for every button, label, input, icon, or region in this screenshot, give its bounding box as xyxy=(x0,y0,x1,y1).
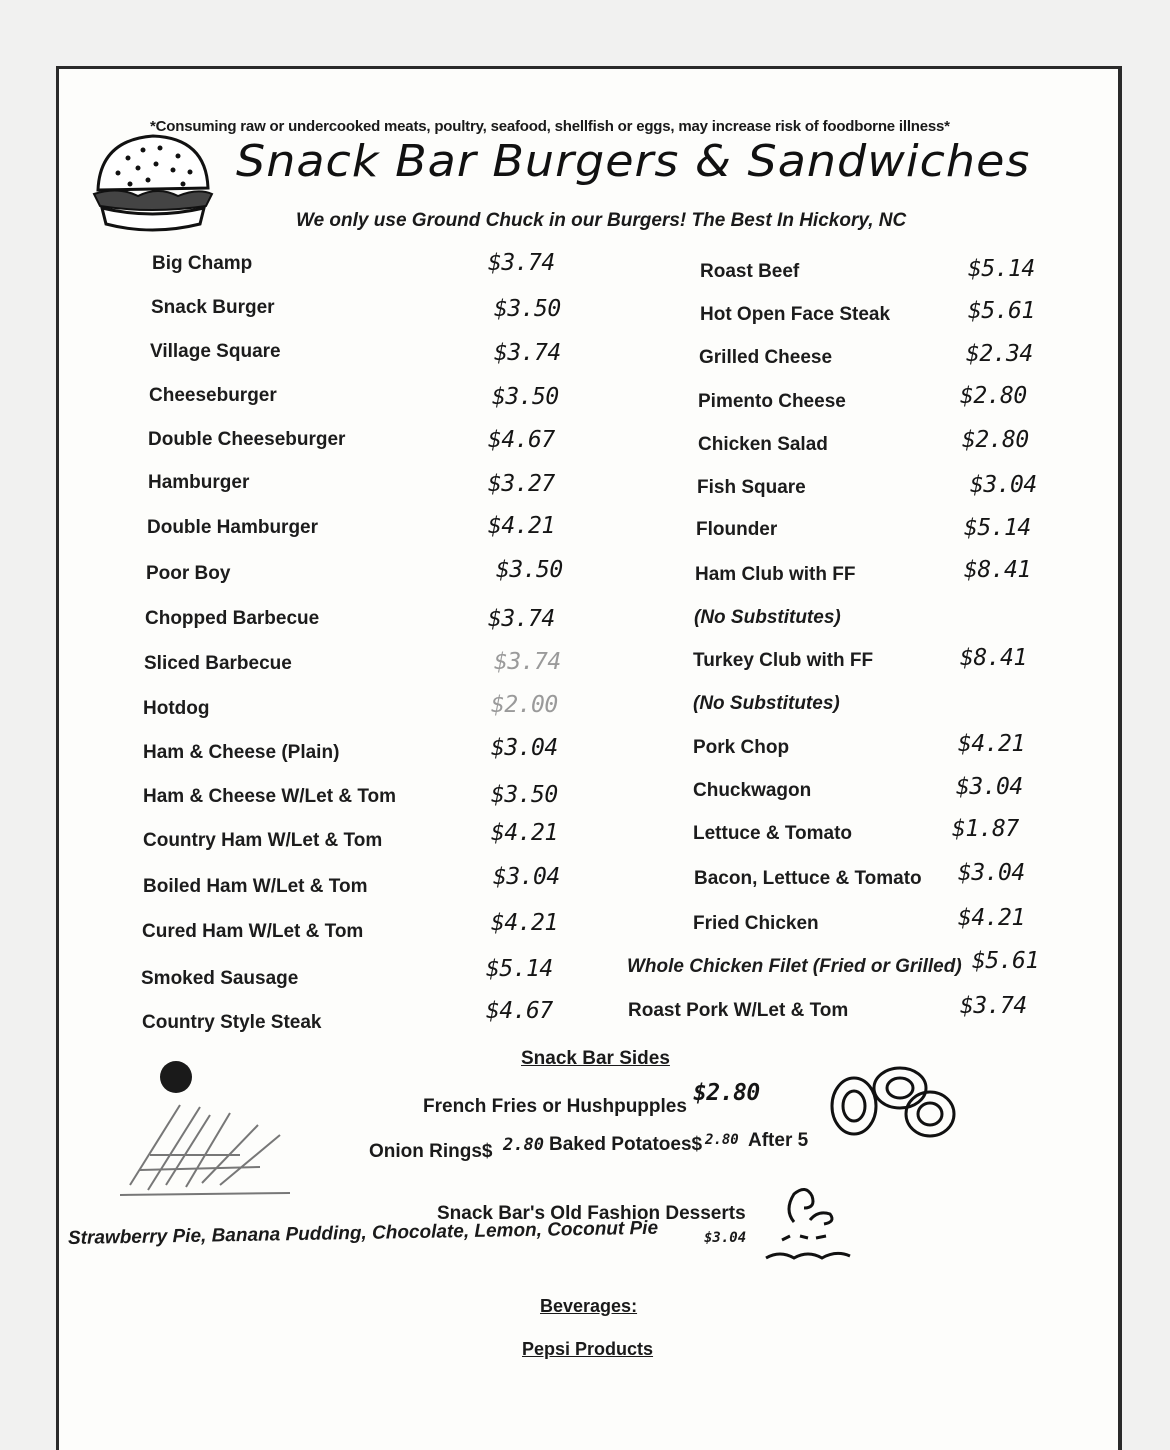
menu-item-price: $5.14 xyxy=(964,515,1031,541)
menu-item-name: Country Ham W/Let & Tom xyxy=(143,830,383,851)
menu-item-name: Double Hamburger xyxy=(147,517,319,538)
menu-item-price: $3.04 xyxy=(970,472,1037,498)
baked-potatoes-label: Baked Potatoes$ xyxy=(549,1134,703,1155)
menu-item-price: $4.67 xyxy=(488,427,555,453)
onion-rings-label: Onion Rings$ xyxy=(369,1141,493,1162)
menu-item-price: $3.50 xyxy=(494,296,561,322)
menu-item-name: Grilled Cheese xyxy=(699,347,833,368)
menu-item-name: Turkey Club with FF xyxy=(693,650,874,671)
menu-item-name: Whole Chicken Filet (Fried or Grilled) xyxy=(627,956,962,977)
menu-item-name: Fish Square xyxy=(697,477,806,498)
menu-item-price: $4.67 xyxy=(486,998,553,1024)
menu-item-price: $2.80 xyxy=(962,427,1029,453)
menu-item-price: $2.80 xyxy=(960,383,1027,409)
menu-item-price: $3.27 xyxy=(488,471,555,497)
menu-item-name: Hot Open Face Steak xyxy=(700,304,891,325)
menu-item-name: Chopped Barbecue xyxy=(145,608,320,629)
menu-item-name: Hamburger xyxy=(148,472,250,493)
menu-tagline: We only use Ground Chuck in our Burgers! The Best In Hickory, NC xyxy=(296,210,907,231)
food-safety-warning: *Consuming raw or undercooked meats, poultry, seafood, shellfish or eggs, may increase risk of foodborne illness* xyxy=(150,118,950,135)
menu-item-name: Ham & Cheese W/Let & Tom xyxy=(143,786,397,807)
sides-header: Snack Bar Sides xyxy=(521,1048,670,1069)
menu-item-name: Ham Club with FF xyxy=(695,564,856,585)
menu-item-name: Fried Chicken xyxy=(693,913,819,934)
menu-item-price: $5.14 xyxy=(486,956,553,982)
menu-item-price: $5.14 xyxy=(968,256,1035,282)
menu-item-name: Big Champ xyxy=(152,253,253,274)
onion-rings-illustration xyxy=(822,1058,962,1148)
menu-item-price: $4.21 xyxy=(488,513,555,539)
fries-illustration xyxy=(90,1035,310,1205)
menu-item-price: $2.00 xyxy=(491,692,558,718)
dessert-swirl-icon xyxy=(760,1180,854,1264)
menu-item-price: $3.74 xyxy=(494,649,561,675)
menu-item-name: Roast Pork W/Let & Tom xyxy=(628,1000,849,1021)
menu-item-name: Bacon, Lettuce & Tomato xyxy=(694,868,922,889)
menu-item-price: $8.41 xyxy=(960,645,1027,671)
menu-item-price: $3.74 xyxy=(494,340,561,366)
beverages-header: Beverages: xyxy=(540,1296,638,1316)
menu-item-price: $3.50 xyxy=(492,384,559,410)
menu-item-name: Poor Boy xyxy=(146,563,231,584)
menu-item-name: Chicken Salad xyxy=(698,434,828,455)
menu-item-price: $3.04 xyxy=(958,860,1025,886)
menu-item-name: Lettuce & Tomato xyxy=(693,823,853,844)
desserts-list: Strawberry Pie, Banana Pudding, Chocolate, Lemon, Coconut Pie xyxy=(67,1217,659,1249)
menu-item-name: Chuckwagon xyxy=(693,780,812,801)
menu-item-name: Pork Chop xyxy=(693,737,790,758)
menu-item-price: $4.21 xyxy=(491,820,558,846)
menu-item-name: Boiled Ham W/Let & Tom xyxy=(143,876,368,897)
menu-item-name: Country Style Steak xyxy=(142,1012,322,1033)
menu-item-price: $3.50 xyxy=(496,557,563,583)
after-five-note: After 5 xyxy=(748,1130,809,1151)
menu-item-price: $8.41 xyxy=(964,557,1031,583)
menu-item-name: Pimento Cheese xyxy=(698,391,846,412)
menu-item-price: $3.74 xyxy=(960,993,1027,1019)
menu-item-price: $3.04 xyxy=(493,864,560,890)
desserts-header: Snack Bar's Old Fashion Desserts xyxy=(437,1203,746,1224)
menu-item-price: $3.74 xyxy=(488,250,555,276)
menu-item-name: Village Square xyxy=(150,341,281,362)
menu-item-name: Cured Ham W/Let & Tom xyxy=(142,921,364,942)
onion-rings-price: 2.80 xyxy=(503,1135,544,1155)
menu-item-name: Sliced Barbecue xyxy=(144,653,292,674)
menu-item-name: Roast Beef xyxy=(700,261,800,282)
desserts-price: $3.04 xyxy=(704,1230,747,1246)
menu-item-price: $2.34 xyxy=(966,341,1033,367)
menu-item-name: Ham & Cheese (Plain) xyxy=(143,742,340,763)
menu-item-name: Smoked Sausage xyxy=(141,968,299,989)
menu-item-note: (No Substitutes) xyxy=(693,693,840,714)
menu-item-name: Double Cheeseburger xyxy=(148,429,346,450)
menu-item-name: Flounder xyxy=(696,519,778,540)
menu-item-price: $4.21 xyxy=(958,731,1025,757)
menu-item-price: $5.61 xyxy=(968,298,1035,324)
beverages-line: Pepsi Products xyxy=(522,1339,654,1359)
menu-item-name: Cheeseburger xyxy=(149,385,277,406)
menu-item-price: $1.87 xyxy=(952,816,1019,842)
menu-item-price: $3.50 xyxy=(491,782,558,808)
menu-item-name: Snack Burger xyxy=(151,297,275,318)
sides-line-text: French Fries or Hushpupples xyxy=(423,1096,687,1117)
baked-potatoes-price: 2.80 xyxy=(705,1132,739,1148)
sides-line-price: $2.80 xyxy=(693,1080,760,1106)
menu-title: Snack Bar Burgers & Sandwiches xyxy=(236,135,1031,187)
menu-item-price: $3.04 xyxy=(491,735,558,761)
menu-item-price: $5.61 xyxy=(972,948,1039,974)
burger-illustration xyxy=(88,128,218,240)
menu-item-price: $4.21 xyxy=(491,910,558,936)
menu-item-name: Hotdog xyxy=(143,698,210,719)
menu-item-price: $4.21 xyxy=(958,905,1025,931)
menu-item-price: $3.74 xyxy=(488,606,555,632)
menu-item-price: $3.04 xyxy=(956,774,1023,800)
menu-item-note: (No Substitutes) xyxy=(694,607,841,628)
